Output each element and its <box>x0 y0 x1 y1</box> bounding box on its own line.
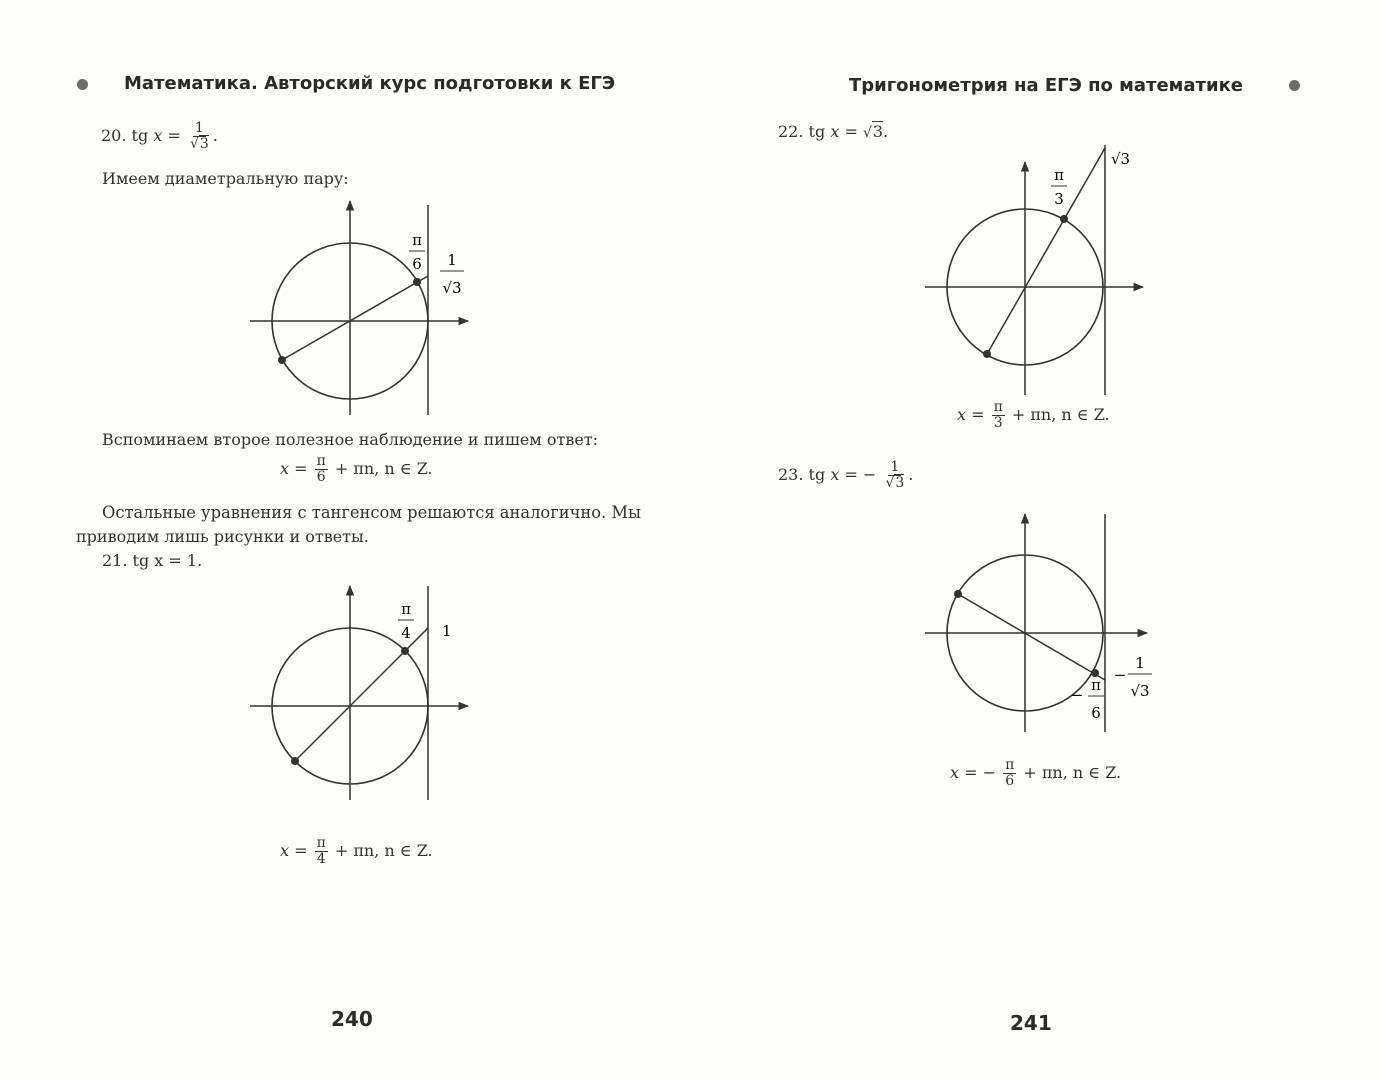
page-number-left: 240 <box>331 1007 373 1031</box>
point-first <box>1060 215 1068 223</box>
angle-den: 4 <box>401 624 411 642</box>
figure-ex20 <box>240 195 480 425</box>
angle-den: 6 <box>412 255 422 273</box>
ex22-answer: x = $\frac{\pi}{3}$ + πn, n ∈ Z. <box>957 399 1110 431</box>
ex20-equation: 20. tg x = $\frac{1}{√3}$ . <box>101 120 218 152</box>
diameter-line <box>987 148 1105 354</box>
left-page-header: Математика. Авторский курс подготовки к ЕГЭ <box>124 73 616 94</box>
diameter-line <box>295 628 428 761</box>
page-number-right: 241 <box>1010 1011 1052 1035</box>
angle-num: π <box>1054 166 1064 184</box>
value-den: √3 <box>1130 682 1150 700</box>
value-num: 1 <box>447 251 457 269</box>
angle-num: π <box>1091 676 1101 694</box>
right-page-header: Тригонометрия на ЕГЭ по математике <box>849 75 1244 96</box>
ex20-intro: Имеем диаметральную пару: <box>102 169 349 188</box>
ex20-answer: x = $\frac{\pi}{6}$ + πn, n ∈ Z. <box>280 453 433 485</box>
figure-ex21 <box>240 580 480 810</box>
angle-num: π <box>412 231 422 249</box>
point-second <box>291 757 299 765</box>
para-line-2: приводим лишь рисунки и ответы. <box>76 527 369 546</box>
value-num: 1 <box>1135 654 1145 672</box>
point-second <box>983 350 991 358</box>
angle-den: 3 <box>1054 190 1064 208</box>
angle-minus: − <box>1070 686 1084 704</box>
angle-num: π <box>401 600 411 618</box>
para-line-1: Остальные уравнения с тангенсом решаются аналогично. Мы <box>102 503 641 522</box>
ex20-after: Вспоминаем второе полезное наблюдение и пишем ответ: <box>102 430 599 449</box>
angle-den: 6 <box>1091 704 1101 722</box>
ex21-title: 21. tg x = 1. <box>102 551 203 570</box>
point-first <box>413 278 421 286</box>
diameter-line <box>958 594 1105 680</box>
figure-ex23 <box>915 510 1165 740</box>
figure-ex22 <box>915 140 1165 400</box>
ex21-answer: x = $\frac{\pi}{4}$ + πn, n ∈ Z. <box>280 835 433 867</box>
value-label: 1 <box>442 622 452 640</box>
value-den: √3 <box>442 279 462 297</box>
header-bullet-left <box>77 79 88 90</box>
point-first <box>954 590 962 598</box>
value-label: √3 <box>1111 150 1131 168</box>
ex23-equation: 23. tg x = − $\frac{1}{√3}$ . <box>778 459 914 491</box>
point-first <box>401 647 409 655</box>
ex23-answer: x = − $\frac{\pi}{6}$ + πn, n ∈ Z. <box>950 757 1122 789</box>
header-bullet-right <box>1289 80 1300 91</box>
diameter-line <box>282 276 428 360</box>
value-minus: − <box>1113 666 1127 684</box>
point-second <box>278 356 286 364</box>
ex22-equation: 22. tg x = √3. <box>778 122 889 141</box>
